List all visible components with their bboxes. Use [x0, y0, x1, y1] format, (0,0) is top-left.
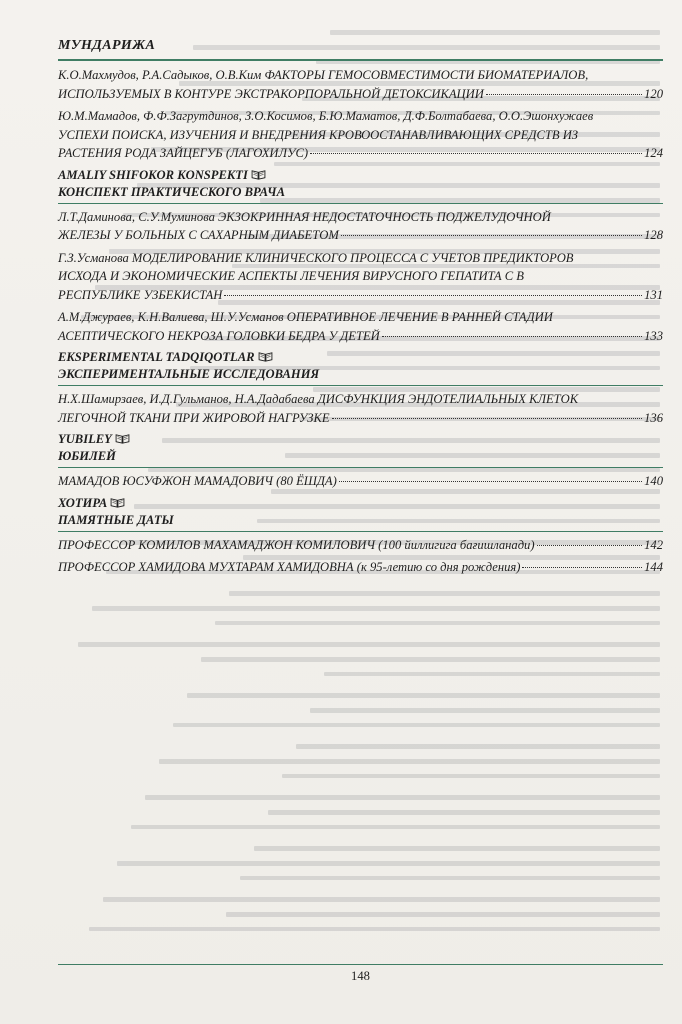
entry-middle-line: ИСХОДА И ЭКОНОМИЧЕСКИЕ АСПЕКТЫ ЛЕЧЕНИЯ ВИРУСНОГО ГЕПАТИТА С В	[58, 269, 524, 283]
entry-title-end: ЖЕЛЕЗЫ У БОЛЬНЫХ С САХАРНЫМ ДИАБЕТОМ	[58, 228, 339, 242]
show-through-line	[296, 744, 660, 749]
show-through-line	[254, 846, 660, 851]
entry-leader-line	[58, 558, 663, 577]
section-heading-russian: КОНСПЕКТ ПРАКТИЧЕСКОГО ВРАЧА	[58, 184, 285, 199]
entry-leader-line	[58, 286, 663, 305]
entry-page-number: 128	[644, 228, 663, 242]
toc-entry[interactable]	[58, 536, 663, 555]
section-rule	[58, 385, 663, 386]
entry-first-line: Н.Х.Шамирзаев, И.Д.Гульманов, Н.А.Дадабаева ДИСФУНКЦИЯ ЭНДОТЕЛИАЛЬНЫХ КЛЕТОК	[58, 392, 579, 406]
section-heading-russian: ЮБИЛЕЙ	[58, 449, 116, 463]
section-memorial-dates	[58, 495, 663, 532]
show-through-line	[324, 672, 660, 676]
entry-leader-line	[58, 536, 663, 555]
show-through-line	[89, 927, 660, 931]
entry-title-end: АСЕПТИЧЕСКОГО НЕКРОЗА ГОЛОВКИ БЕДРА У ДЕТЕЙ	[58, 328, 380, 343]
open-book-icon	[258, 351, 273, 362]
section-heading-russian: ПАМЯТНЫЕ ДАТЫ	[58, 512, 174, 527]
show-through-line	[201, 657, 660, 662]
entry-page-number: 144	[644, 560, 663, 574]
entry-leader-line	[58, 327, 663, 346]
footer-rule	[58, 964, 663, 965]
toc-entry[interactable]	[58, 66, 663, 103]
entry-title-end: РАСТЕНИЯ РОДА ЗАЙЦЕГУБ (ЛАГОХИЛУС)	[58, 146, 309, 160]
dot-leader	[486, 94, 642, 95]
table-of-contents	[58, 66, 663, 581]
entry-title-end: ЛЕГОЧНОЙ ТКАНИ ПРИ ЖИРОВОЙ НАГРУЗКЕ	[58, 410, 330, 425]
show-through-line	[282, 774, 660, 778]
entry-page-number: 124	[644, 146, 663, 160]
section-heading-latin: EKSPERIMENTAL TADQIQOTLAR	[58, 350, 255, 364]
toc-entry[interactable]	[58, 249, 663, 305]
dot-leader	[537, 545, 643, 546]
section-practical-physician	[58, 167, 663, 204]
page-title: МУНДАРИЖА	[58, 38, 156, 53]
entry-page-number: 140	[644, 474, 663, 488]
entry-first-line: Л.Т.Даминова, С.У.Муминова ЭКЗОКРИННАЯ НЕДОСТАТОЧНОСТЬ ПОДЖЕЛУДОЧНОЙ	[58, 209, 551, 224]
page-footer	[58, 962, 663, 984]
show-through-line	[131, 825, 660, 829]
entry-leader-line	[58, 409, 663, 428]
entry-title-end: ПРОФЕССОР КОМИЛОВ МАХАМАДЖОН КОМИЛОВИЧ (100 йиллигига бағишланади)	[58, 537, 535, 552]
toc-entry[interactable]	[58, 390, 663, 427]
section-heading-latin: YUBILEY	[58, 432, 112, 446]
show-through-line	[78, 642, 660, 647]
dot-leader	[224, 295, 642, 296]
entry-first-line: Г.З.Усманова МОДЕЛИРОВАНИЕ КЛИНИЧЕСКОГО ПРОЦЕССА С УЧЕТОВ ПРЕДИКТОРОВ	[58, 250, 574, 265]
toc-entry[interactable]	[58, 208, 663, 245]
dot-leader	[522, 567, 642, 568]
entry-title: УСПЕХИ ПОИСКА, ИЗУЧЕНИЯ И ВНЕДРЕНИЯ КРОВООСТАНАВЛИВАЮЩИХ СРЕДСТВ ИЗ	[58, 127, 579, 142]
entry-title-end: ПРОФЕССОР ХАМИДОВА МУХТАРАМ ХАМИДОВНА (к 95-летию со дня рождения)	[58, 560, 521, 574]
entry-page-number: 142	[644, 537, 663, 552]
show-through-line	[103, 897, 660, 902]
entry-title-end: РЕСПУБЛИКЕ УЗБЕКИСТАН	[58, 287, 223, 302]
entry-title-end: ИСПОЛЬЗУЕМЫХ В КОНТУРЕ ЭКСТРАКОРПОРАЛЬНОЙ ДЕТОКСИКАЦИИ	[58, 86, 484, 101]
entry-title: ФАКТОРЫ ГЕМОСОВМЕСТИМОСТИ БИОМАТЕРИАЛОВ,	[264, 68, 589, 82]
dot-leader	[382, 336, 642, 337]
section-jubilee	[58, 431, 663, 468]
entry-title-end: МАМАДОВ ЮСУФЖОН МАМАДОВИЧ (80 ЁШДА)	[58, 474, 337, 488]
entry-first-line: А.М.Джураев, К.Н.Валиева, Ш.У.Усманов ОПЕРАТИВНОЕ ЛЕЧЕНИЕ В РАННЕЙ СТАДИИ	[58, 310, 553, 324]
dot-leader	[332, 418, 643, 419]
entry-page-number: 120	[644, 86, 663, 101]
entry-page-number: 136	[644, 410, 663, 425]
show-through-line	[226, 912, 660, 917]
show-through-line	[173, 723, 660, 727]
show-through-line	[330, 30, 660, 35]
open-book-icon	[251, 169, 266, 180]
toc-entry[interactable]	[58, 472, 663, 491]
toc-entry[interactable]	[58, 308, 663, 345]
entry-authors: К.О.Махмудов, Р.А.Садыков, О.В.Ким	[58, 68, 262, 82]
open-book-icon	[115, 433, 130, 444]
show-through-line	[240, 876, 660, 880]
dot-leader	[339, 481, 642, 482]
section-heading-latin: AMALIY SHIFOKOR KONSPEKTI	[58, 167, 248, 182]
entry-leader-line	[58, 226, 663, 245]
dot-leader	[341, 235, 642, 236]
entry-leader-line	[58, 144, 663, 163]
section-rule	[58, 531, 663, 532]
entry-page-number: 131	[644, 287, 663, 302]
show-through-line	[229, 591, 660, 596]
toc-entry[interactable]	[58, 558, 663, 577]
entry-page-number: 133	[644, 328, 663, 343]
show-through-line	[187, 693, 660, 698]
section-experimental-research	[58, 349, 663, 386]
entry-first-line	[58, 66, 663, 85]
show-through-line	[268, 810, 660, 815]
entry-authors: Ю.М.Мамадов, Ф.Ф.Загрутдинов, З.О.Косимов, Б.Ю.Маматов, Д.Ф.Болтабаева, О.О.Эшонхужаев	[58, 109, 594, 123]
header-rule	[58, 59, 663, 61]
section-rule	[58, 467, 663, 468]
section-heading-russian: ЭКСПЕРИМЕНТАЛЬНЫЕ ИССЛЕДОВАНИЯ	[58, 367, 320, 381]
dot-leader	[310, 153, 642, 154]
section-heading-latin: ХОТИРА	[58, 495, 108, 510]
toc-entry[interactable]	[58, 107, 663, 163]
show-through-line	[92, 606, 660, 611]
open-book-icon	[110, 497, 125, 508]
section-rule	[58, 203, 663, 204]
show-through-line	[310, 708, 660, 713]
show-through-line	[117, 861, 660, 866]
page-header	[58, 38, 663, 61]
show-through-line	[159, 759, 660, 764]
show-through-line	[145, 795, 660, 800]
show-through-line	[215, 621, 660, 625]
entry-leader-line	[58, 85, 663, 104]
page-number: 148	[351, 969, 370, 983]
entry-leader-line	[58, 472, 663, 491]
